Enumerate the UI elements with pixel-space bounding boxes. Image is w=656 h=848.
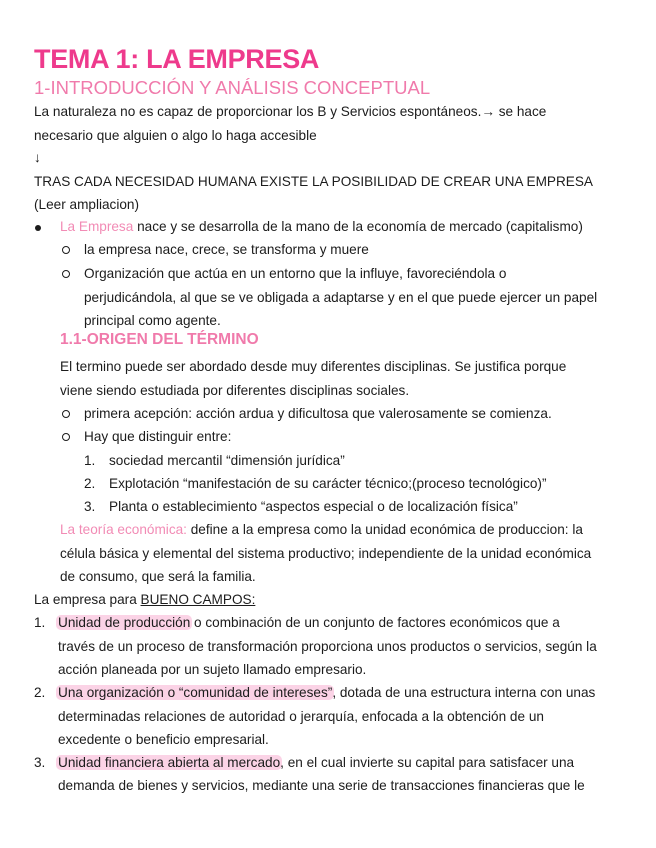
circle-bullet-icon [62, 270, 70, 278]
sub-item: Hay que distinguir entre: [84, 429, 232, 444]
list-number: 2. [34, 685, 46, 700]
origen-line-1: El termino puede ser abordado desde muy diferentes disciplinas. Se justifica porque [60, 359, 567, 374]
sub-item: la empresa nace, crece, se transforma y muere [84, 242, 369, 257]
teoria-line-3: de consumo, que será la familia. [60, 569, 256, 584]
term-empresa: La Empresa [60, 219, 134, 234]
bueno-campos-underlined: BUENO CAMPOS: [140, 592, 256, 607]
bueno-item-text: o combinación de un conjunto de factores económicos que a [190, 615, 560, 630]
list-item: sociedad mercantil “dimensión jurídica” [109, 453, 345, 468]
list-number: 2. [84, 476, 96, 491]
list-number: 3. [84, 499, 96, 514]
bueno-item-2-line-3: excedente o beneficio empresarial. [58, 732, 269, 747]
bueno-item-3-line-1 [58, 755, 574, 771]
page-title: TEMA 1: LA EMPRESA [34, 44, 320, 74]
sub-item-line-2: perjudicándola, al que se ve obligada a adaptarse y en el que puede ejercer un papel [84, 290, 598, 305]
bullet-icon [35, 225, 41, 231]
teoria-line-2: célula básica y elemental del sistema productivo; independiente de la unidad económica [60, 546, 592, 561]
bueno-item-text: , dotada de una estructura interna con unas [332, 685, 596, 700]
sub-item-line-1: Organización que actúa en un entorno que la influye, favoreciéndola o [84, 266, 507, 281]
bueno-item-1-line-3: acción planeada por un sujeto llamado empresario. [58, 662, 367, 677]
term-teoria: La teoría económica: [60, 522, 187, 537]
subsection-heading: 1.1-ORIGEN DEL TÉRMINO [60, 331, 259, 348]
intro-line-2: necesario que alguien o algo lo haga accesible [34, 128, 317, 143]
list-item: Explotación “manifestación de su carácter técnico;(proceso tecnológico)” [109, 476, 547, 491]
bullet-empresa [60, 219, 583, 235]
highlight: Unidad de producción [58, 615, 191, 630]
list-number: 1. [84, 453, 96, 468]
intro-line-1: La naturaleza no es capaz de proporcionar los B y Servicios espontáneos.→ se hace [34, 104, 547, 119]
list-number: 1. [34, 615, 46, 630]
bueno-lead [34, 592, 255, 608]
teoria-line-1 [60, 522, 583, 538]
bueno-item-text: , en el cual invierte su capital para satisfacer una [280, 755, 575, 770]
bueno-item-2-line-2: determinadas relaciones de autoridad o jerarquía, enfocada a la obtención de un [58, 709, 544, 724]
sub-item-line-3: principal como agente. [84, 313, 221, 328]
circle-bullet-icon [62, 246, 70, 254]
teoria-text: define a la empresa como la unidad económica de produccion: la [186, 522, 583, 537]
section-heading: 1-INTRODUCCIÓN Y ANÁLISIS CONCEPTUAL [34, 77, 431, 98]
intro-note: (Leer ampliacion) [34, 197, 140, 212]
circle-bullet-icon [62, 410, 70, 418]
bueno-item-3-line-2: demanda de bienes y servicios, mediante una serie de transacciones financieras que le [58, 778, 585, 793]
arrow-down-icon: ↓ [34, 150, 41, 165]
list-number: 3. [34, 755, 46, 770]
bueno-item-1-line-2: través de un proceso de transformación proporciona unos productos o servicios, según la [58, 639, 597, 654]
list-item: Planta o establecimiento “aspectos especial o de localización física” [109, 499, 518, 514]
highlight: Unidad financiera abierta al mercado [58, 755, 281, 770]
circle-bullet-icon [62, 433, 70, 441]
bueno-item-1-line-1 [58, 615, 560, 631]
bueno-lead-text: La empresa para [34, 592, 141, 607]
bueno-item-2-line-1 [58, 685, 595, 701]
origen-line-2: viene siendo estudiada por diferentes disciplinas sociales. [60, 383, 410, 398]
highlight: Una organización o “comunidad de intereses” [58, 685, 333, 700]
bullet-empresa-text: nace y se desarrolla de la mano de la economía de mercado (capitalismo) [133, 219, 583, 234]
intro-caps: TRAS CADA NECESIDAD HUMANA EXISTE LA POSIBILIDAD DE CREAR UNA EMPRESA [34, 174, 593, 189]
sub-item: primera acepción: acción ardua y dificultosa que valerosamente se comienza. [84, 406, 552, 421]
